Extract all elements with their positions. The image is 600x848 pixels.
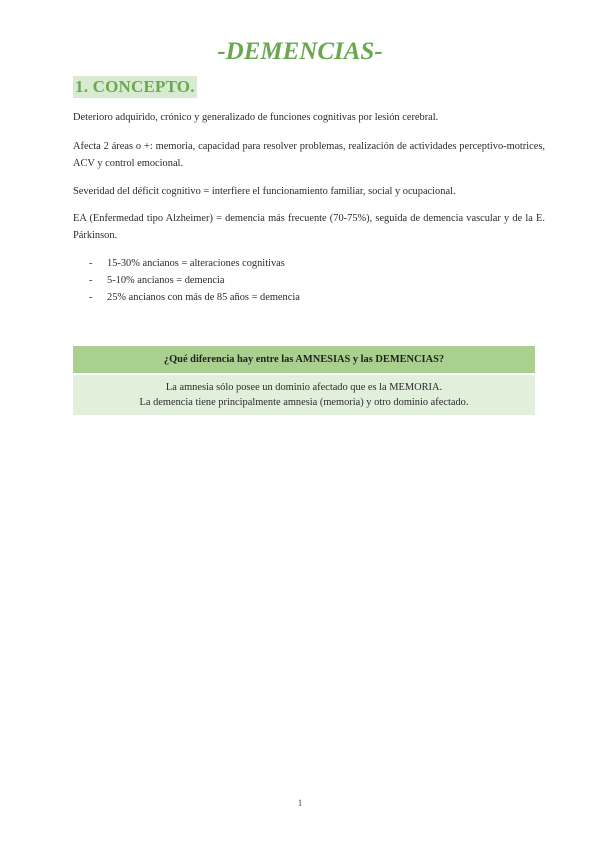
callout-answer-line: La amnesia sólo posee un dominio afectado que es la MEMORIA. [165, 382, 443, 393]
list-item [89, 255, 300, 272]
callout-question: ¿Qué diferencia hay entre las AMNESIAS y las DEMENCIAS? [73, 346, 535, 375]
list-item [89, 272, 300, 289]
bullet-dash: - [89, 292, 93, 303]
callout-answer [73, 375, 535, 415]
paragraph-alzheimer: EA (Enfermedad tipo Alzheimer) = demencia más frecuente (70-75%), seguida de demencia vascular y de la E. Párkinson. [73, 213, 545, 241]
document-title: -DEMENCIAS- [217, 38, 383, 65]
list-item [89, 289, 300, 306]
section-heading: 1. CONCEPTO. [75, 77, 195, 96]
list-item-text: 25% ancianos con más de 85 años = demencia [107, 292, 300, 303]
callout-box [73, 346, 535, 415]
page-number: 1 [297, 798, 303, 808]
callout-answer-line: La demencia tiene principalmente amnesia (memoria) y otro dominio afectado. [139, 397, 469, 408]
paragraph-severity: Severidad del déficit cognitivo = interfiere el funcionamiento familiar, social y ocupacional. [73, 186, 456, 197]
list-item-text: 15-30% ancianos = alteraciones cognitivas [107, 258, 285, 269]
bullet-dash: - [89, 258, 93, 269]
paragraph-affected-areas: Afecta 2 áreas o +: memoria, capacidad para resolver problemas, realización de actividades perceptivo-motrices, ACV y control emocional. [73, 141, 545, 169]
list-item-text: 5-10% ancianos = demencia [107, 275, 225, 286]
prevalence-list [89, 255, 300, 306]
paragraph-definition: Deterioro adquirido, crónico y generalizado de funciones cognitivas por lesión cerebral. [73, 112, 439, 123]
bullet-dash: - [89, 275, 93, 286]
